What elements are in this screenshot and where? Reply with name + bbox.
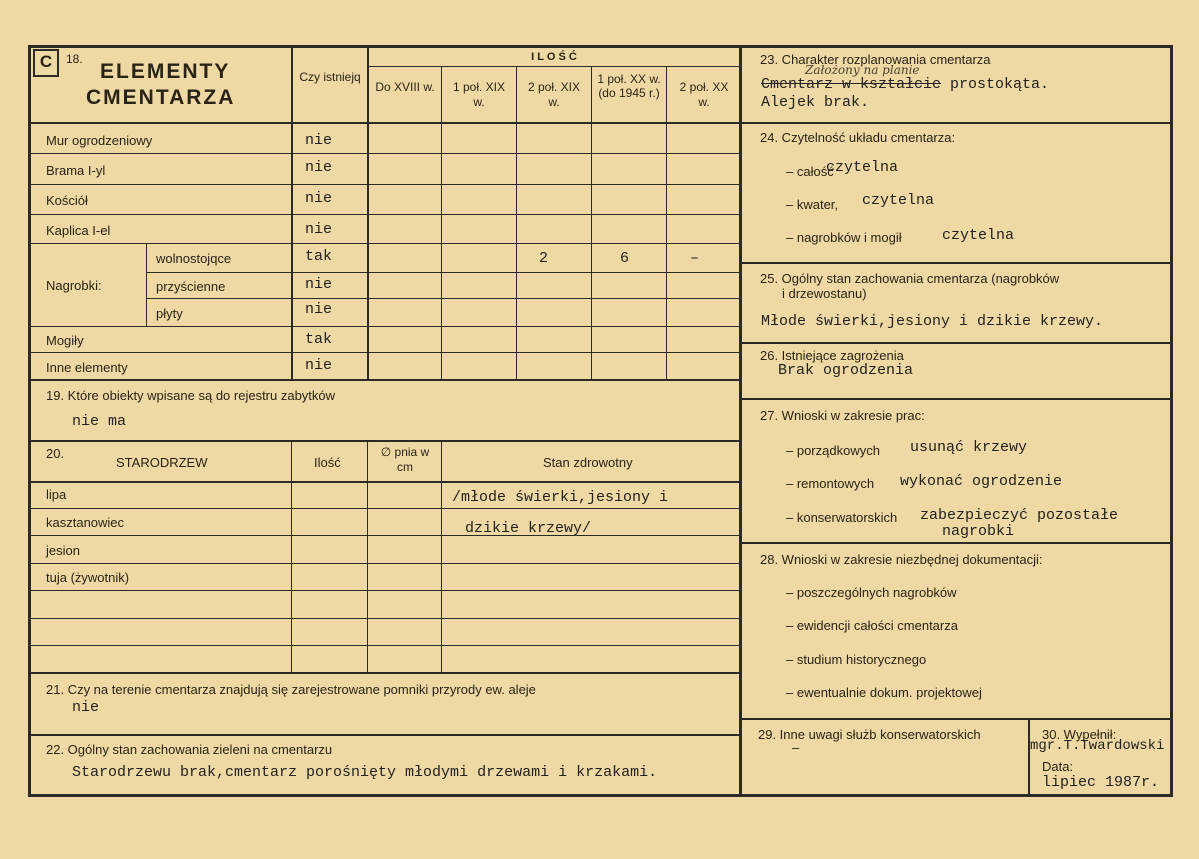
s27-item3-label: – konserwatorskich [786, 510, 898, 525]
col-1p20-header: 1 poł. XX w. (do 1945 r.) [597, 72, 661, 100]
col-do18-header: Do XVIII w. [375, 80, 435, 94]
s30-label: 30. Wypełnił: [1042, 727, 1117, 742]
s28-item1: – poszczególnych nagrobków [786, 585, 957, 600]
row-inne-exists: nie [305, 357, 333, 374]
s26-value: Brak ogrodzenia [778, 362, 914, 379]
s23-handwriting: Założony na planie [805, 63, 920, 77]
row-kaplica-exists: nie [305, 221, 333, 238]
section-18-title-2: CMENTARZA [86, 86, 236, 109]
s24-item1-value: czytelna [826, 159, 899, 176]
s23-label: 23. Charakter rozplanowania cmentarza [760, 52, 991, 67]
section-c-letter: C [33, 49, 59, 77]
s20-title: STARODRZEW [116, 455, 208, 470]
nagrobki-wolno-label: wolnostojqce [156, 251, 232, 266]
tree-tuja: tuja (żywotnik) [46, 570, 130, 585]
row-mur-label: Mur ogrodzeniowy [46, 133, 153, 148]
nagrobki-wolno-exists: tak [305, 248, 333, 265]
s28-item2: – ewidencji całości cmentarza [786, 618, 958, 633]
row-mogily-exists: tak [305, 331, 333, 348]
s24-label: 24. Czytelność układu cmentarza: [760, 130, 956, 145]
s30-date-label: Data: [1042, 759, 1074, 774]
s27-label: 27. Wnioski w zakresie prac: [760, 408, 925, 423]
row-kosciol-label: Kościół [46, 193, 88, 208]
s19-label: 19. Które obiekty wpisane są do rejestru zabytków [46, 388, 336, 403]
nagrobki-wolno-2p19: 2 [539, 250, 549, 267]
nagrobki-wolno-1p20: 6 [620, 250, 630, 267]
nagrobki-plyty-exists: nie [305, 301, 333, 318]
nagrobki-plyty-label: płyty [156, 306, 183, 321]
s20-col-qty: Ilość [314, 455, 341, 470]
tree-kasztanowiec: kasztanowiec [46, 515, 125, 530]
s23-struck: Cmentarz w kształcie [761, 76, 942, 93]
s20-health-line1: /młode świerki,jesiony i [452, 489, 669, 506]
section-18-title-1: ELEMENTY [100, 60, 231, 83]
s21-value: nie [72, 699, 100, 716]
s25-value: Młode świerki,jesiony i dzikie krzewy. [761, 313, 1104, 330]
row-mur-exists: nie [305, 132, 333, 149]
col-exists-header: Czy istniejq [299, 70, 361, 84]
s20-col-diam: ∅ pnia w cm [380, 445, 430, 474]
s28-item4: – ewentualnie dokum. projektowej [786, 685, 982, 700]
row-mogily-label: Mogiły [46, 333, 84, 348]
section-18-number: 18. [66, 52, 83, 66]
s26-label: 26. Istniejące zagrożenia [760, 348, 904, 363]
s23-line1 [761, 77, 1049, 92]
s29-label: 29. Inne uwagi służb konserwatorskich [758, 727, 981, 742]
tree-lipa: lipa [46, 487, 67, 502]
tree-jesion: jesion [46, 543, 80, 558]
nagrobki-label: Nagrobki: [46, 278, 102, 293]
s27-item3-value2: nagrobki [942, 523, 1015, 540]
s30-name: mgr.T.Twardowski [1030, 738, 1165, 754]
s28-item3: – studium historycznego [786, 652, 927, 667]
s20-number: 20. [46, 446, 65, 461]
col-2p20-header: 2 poł. XX w. [679, 80, 729, 109]
s20-health-line2: dzikie krzewy/ [465, 520, 592, 537]
s25-label-1: 25. Ogólny stan zachowania cmentarza (nagrobków [760, 271, 1060, 286]
s27-item2-value: wykonać ogrodzenie [900, 473, 1063, 490]
nagrobki-wolno-2p20: – [690, 250, 700, 267]
s27-item1-value: usunąć krzewy [910, 439, 1028, 456]
s27-item3-value: zabezpieczyć pozostałe [920, 507, 1119, 524]
s28-label: 28. Wnioski w zakresie niezbędnej dokumentacji: [760, 552, 1043, 567]
s22-label: 22. Ogólny stan zachowania zieleni na cmentarzu [46, 742, 333, 757]
row-inne-label: Inne elementy [46, 360, 128, 375]
row-brama-exists: nie [305, 159, 333, 176]
s20-col-health: Stan zdrowotny [543, 455, 633, 470]
s24-item3-label: – nagrobków i mogił [786, 230, 902, 245]
col-1p19-header: 1 poł. XIX w. [452, 80, 506, 109]
s22-value: Starodrzewu brak,cmentarz porośnięty młodymi drzewami i krzakami. [72, 764, 658, 781]
s23-line2: Alejek brak. [761, 94, 870, 111]
s25-label-2: i drzewostanu) [782, 286, 867, 301]
nagrobki-przysc-label: przyścienne [156, 279, 226, 294]
s21-label: 21. Czy na terenie cmentarza znajdują się zarejestrowane pomniki przyrody ew. aleje [46, 682, 536, 697]
s24-item2-label: – kwater, [786, 197, 839, 212]
row-kaplica-label: Kaplica I-el [46, 223, 111, 238]
s27-item2-label: – remontowych [786, 476, 875, 491]
s24-item2-value: czytelna [862, 192, 935, 209]
s24-item1-label: – całość [786, 164, 834, 179]
row-brama-label: Brama I-yl [46, 163, 106, 178]
s23-line1-rest: prostokąta. [941, 76, 1050, 93]
s30-date: lipiec 1987r. [1042, 774, 1160, 791]
s19-value: nie ma [72, 413, 127, 430]
row-kosciol-exists: nie [305, 190, 333, 207]
ilosc-header: I L O Ś Ć [531, 51, 577, 63]
s29-value: – [792, 740, 800, 755]
s24-item3-value: czytelna [942, 227, 1015, 244]
s27-item1-label: – porządkowych [786, 443, 880, 458]
nagrobki-przysc-exists: nie [305, 276, 333, 293]
col-2p19-header: 2 poł. XIX w. [527, 80, 581, 109]
